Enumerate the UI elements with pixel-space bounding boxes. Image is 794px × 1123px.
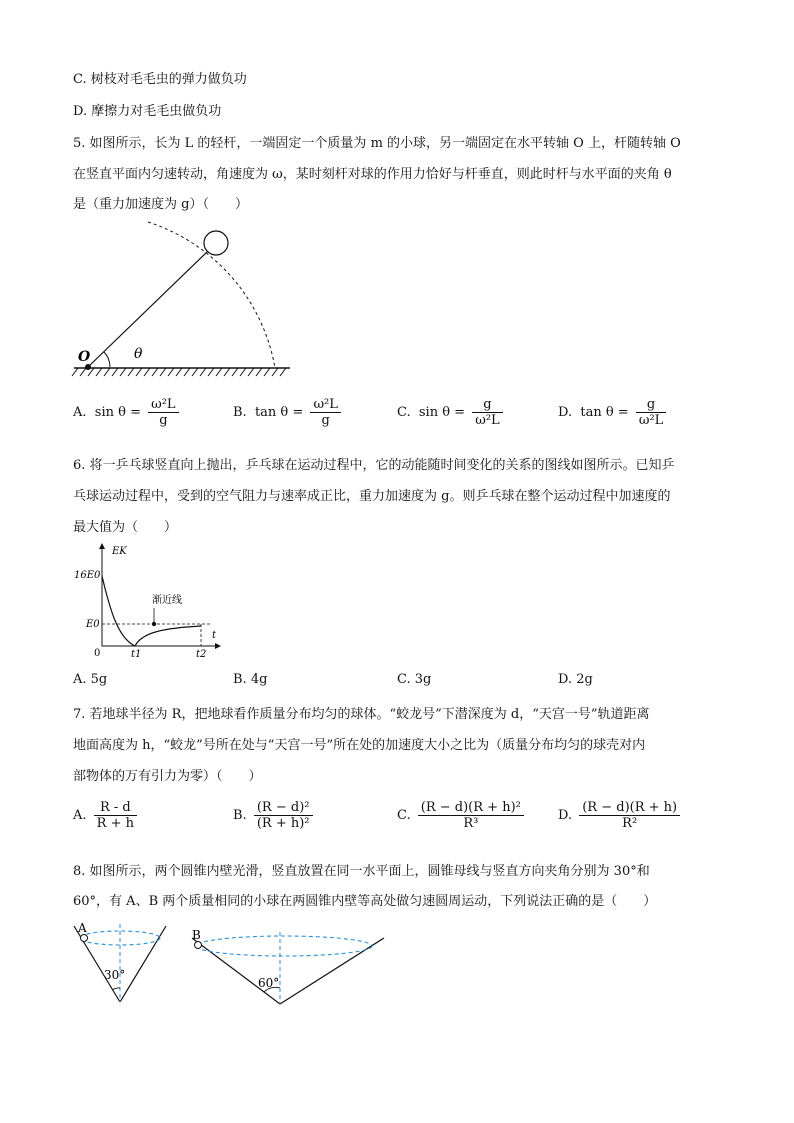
- q6-t2-label: t2: [196, 649, 207, 660]
- q8-angle-a-arc: [112, 988, 120, 990]
- q7-option-d-fraction: [579, 800, 680, 831]
- q5-option-a-num: ω²L: [148, 397, 178, 413]
- q5-option-a-den: g: [159, 413, 168, 428]
- q5-figure: [60, 218, 300, 383]
- q5-label-o: O: [78, 349, 91, 365]
- q6-stem-line1: 6. 将一乒乓球竖直向上抛出，乒乓球在运动过程中，它的动能随时间变化的关系的图线如图所示。已知乒: [73, 458, 675, 473]
- q5-option-d-prefix: D.: [558, 405, 573, 420]
- q5-option-b[interactable]: [233, 397, 341, 428]
- q8-stem-line1: 8. 如图所示，两个圆锥内壁光滑，竖直放置在同一水平面上，圆锥母线与竖直方向夹角分别为 30°和: [73, 864, 650, 879]
- q6-x-label: t: [212, 630, 217, 641]
- q8-angle-a: 30°: [104, 968, 126, 982]
- q7-option-c-num: (R − d)(R + h)²: [418, 800, 524, 816]
- q6-annotation-dot: [152, 622, 156, 626]
- q8-label-a: A: [78, 921, 87, 935]
- q7-stem-line1: 7. 若地球半径为 R，把地球看作质量分布均匀的球体。“蛟龙号”下潜深度为 d，“天宫一号”轨道距离: [73, 707, 650, 722]
- q8-angle-b: 60°: [258, 976, 280, 990]
- q7-option-c-fraction: [418, 800, 524, 831]
- q5-option-a-fn: sin θ =: [94, 405, 141, 420]
- q7-option-a-den: R + h: [96, 816, 134, 831]
- q8-ball-a: [81, 935, 88, 942]
- q5-option-a-prefix: A.: [73, 405, 87, 420]
- q5-option-c[interactable]: [397, 397, 503, 428]
- q7-option-c[interactable]: [397, 800, 524, 831]
- q5-option-c-den: ω²L: [475, 413, 500, 428]
- q8-cone-a-right: [120, 926, 166, 1002]
- q7-option-b[interactable]: [233, 800, 313, 831]
- q7-option-a-num: R - d: [94, 800, 137, 816]
- q5-option-b-den: g: [321, 413, 330, 428]
- q7-option-d-prefix: D.: [558, 808, 573, 823]
- q5-label-theta: θ: [134, 346, 143, 362]
- q6-curve-up: [102, 576, 135, 646]
- q7-option-d[interactable]: [558, 800, 680, 831]
- q5-stem-line2: 在竖直平面内匀速转动，角速度为 ω，某时刻杆对球的作用力恰好与杆垂直，则此时杆与水平面的夹角 θ: [73, 167, 672, 182]
- q5-option-b-prefix: B.: [233, 405, 247, 420]
- q7-option-b-den: (R + h)²: [256, 816, 310, 831]
- q6-y-label: EK: [112, 546, 127, 557]
- q6-graph: [70, 540, 230, 660]
- q5-option-b-fn: tan θ =: [254, 405, 304, 420]
- q5-angle-arc: [104, 352, 110, 367]
- q7-option-b-prefix: B.: [233, 808, 247, 823]
- q5-option-b-num: ω²L: [310, 397, 340, 413]
- q6-annotation: 渐近线: [152, 595, 182, 606]
- q5-option-a-fraction: [148, 397, 178, 428]
- q7-option-a-prefix: A.: [73, 808, 87, 823]
- q7-option-c-den: R³: [463, 816, 479, 831]
- q6-stem-line3: 最大值为（ ）: [73, 520, 178, 535]
- q5-option-d-den: ω²L: [638, 413, 664, 428]
- q5-option-d[interactable]: [558, 397, 666, 428]
- q5-rod: [88, 251, 208, 367]
- q7-option-b-num: (R − d)²: [254, 800, 313, 816]
- q8-cone-b-left: [192, 938, 280, 1004]
- q7-option-d-den: R²: [622, 816, 638, 831]
- q6-option-b[interactable]: B. 4g: [233, 672, 268, 687]
- prev-option-c: C. 树枝对毛毛虫的弹力做负功: [73, 72, 247, 87]
- q5-stem-line3: 是（重力加速度为 g）（ ）: [73, 197, 248, 212]
- q6-origin-label: 0: [94, 648, 101, 659]
- q8-stem-line2: 60°，有 A、B 两个质量相同的小球在两圆锥内壁等高处做匀速圆周运动，下列说法正确的是（ ）: [73, 894, 657, 909]
- q6-option-c[interactable]: C. 3g: [397, 672, 432, 687]
- q8-cone-b-right: [280, 938, 384, 1004]
- q7-option-a[interactable]: [73, 800, 137, 831]
- q6-t1-label: t1: [131, 649, 142, 660]
- q5-option-b-fraction: [310, 397, 340, 428]
- q7-option-c-prefix: C.: [397, 808, 411, 823]
- q7-option-d-num: (R − d)(R + h): [579, 800, 680, 816]
- q6-y-top-label: 16E0: [74, 570, 101, 581]
- q5-option-d-num: g: [636, 397, 666, 413]
- q6-option-d[interactable]: D. 2g: [558, 672, 593, 687]
- q6-y-mid-label: E0: [86, 619, 100, 630]
- q5-option-d-fn: tan θ =: [580, 405, 629, 420]
- q7-stem-line2: 地面高度为 h，“蛟龙”号所在处与“天宫一号”所在处的加速度大小之比为（质量分布均匀的球壳对内: [73, 738, 646, 753]
- q7-option-b-fraction: [254, 800, 313, 831]
- q5-ground-hatch: [72, 368, 286, 376]
- q5-option-c-fn: sin θ =: [418, 405, 466, 420]
- q8-ball-b: [195, 942, 202, 949]
- q5-ball: [204, 231, 228, 255]
- q5-option-a[interactable]: [73, 397, 179, 428]
- q6-stem-line2: 乓球运动过程中，受到的空气阻力与速率成正比，重力加速度为 g。则乒乓球在整个运动过程中加速度的: [73, 489, 671, 504]
- q5-option-c-prefix: C.: [397, 405, 411, 420]
- prev-option-d: D. 摩擦力对毛毛虫做负功: [73, 104, 222, 119]
- q7-option-a-fraction: [94, 800, 137, 831]
- q5-option-c-num: g: [472, 397, 502, 413]
- q8-label-b: B: [192, 928, 201, 942]
- q5-option-d-fraction: [636, 397, 666, 428]
- q5-stem-line1: 5. 如图所示，长为 L 的轻杆，一端固定一个质量为 m 的小球，另一端固定在水平转轴 O 上，杆随转轴 O: [73, 136, 681, 151]
- q8-figure: [66, 918, 388, 1010]
- q5-option-c-fraction: [472, 397, 502, 428]
- q6-curve-down: [135, 626, 201, 646]
- q6-option-a[interactable]: A. 5g: [73, 672, 108, 687]
- q7-stem-line3: 部物体的万有引力为零）（ ）: [73, 769, 262, 784]
- q8-cone-b-orbit: [196, 936, 372, 956]
